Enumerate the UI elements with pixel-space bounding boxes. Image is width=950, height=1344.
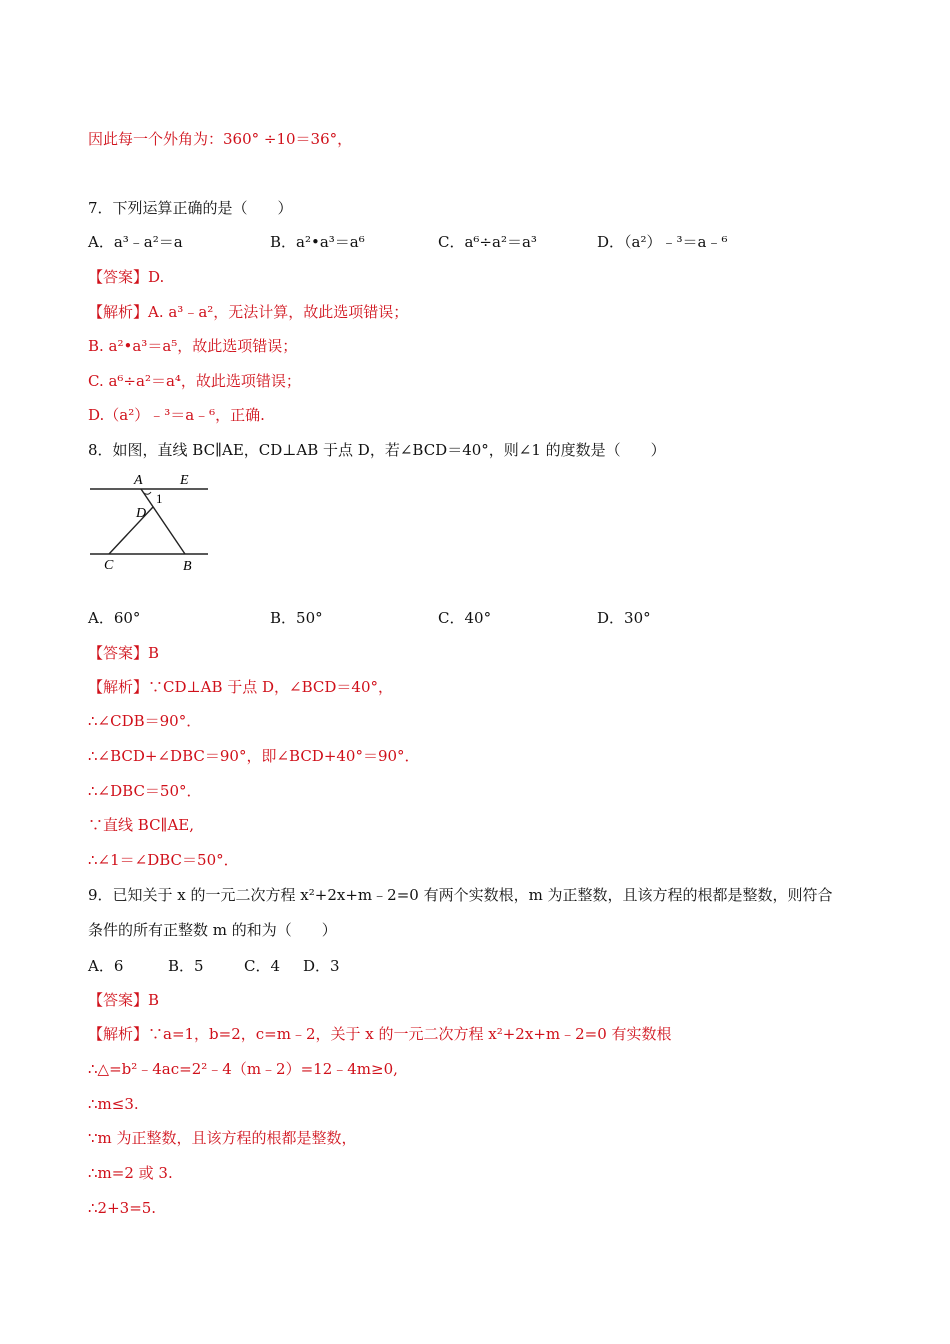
q8-option-d: D．30° [597,609,651,627]
geometry-figure [88,470,218,578]
q8-option-c: C．40° [438,609,492,627]
q7-option-c: C．a⁶÷a²＝a³ [438,233,537,251]
q8-explanation-5: ∵直线 BC∥AE, [88,816,195,834]
q8-explanation-4: ∴∠DBC＝50°． [88,782,202,800]
q9-explanation-5: ∴m=2 或 3. [88,1164,173,1182]
q7-answer: 【答案】D. [88,268,165,286]
question-9-stem-line-2: 条件的所有正整数 m 的和为（ ） [88,921,337,939]
q9-option-d: D．3 [303,957,340,975]
question-8-stem: 8．如图，直线 BC∥AE，CD⊥AB 于点 D，若∠BCD＝40°，则∠1 的度数是（ ） [88,441,666,459]
q9-explanation-3: ∴m≤3. [88,1095,139,1113]
q9-explanation-2: ∴△=b²﹣4ac=2²﹣4（m﹣2）=12﹣4m≥0, [88,1060,398,1078]
q9-option-c: C．4 [244,957,281,975]
previous-solution-line: 因此每一个外角为：360° ÷10＝36°， [88,130,353,148]
q9-answer: 【答案】B [88,991,160,1009]
q7-explanation-3: C. a⁶÷a²＝a⁴，故此选项错误； [88,372,301,390]
q8-option-b: B．50° [270,609,323,627]
segment-cd [109,507,153,554]
segment-ab [141,489,185,554]
q8-option-a: A．60° [88,609,141,627]
q8-explanation-3: ∴∠BCD+∠DBC＝90°，即∠BCD+40°＝90°． [88,747,420,765]
q7-explanation-4: D.（a²）﹣³＝a﹣⁶，正确. [88,406,265,424]
q9-explanation-4: ∵m 为正整数，且该方程的根都是整数， [88,1129,357,1147]
question-7-stem: 7．下列运算正确的是（ ） [88,199,293,217]
q9-explanation-6: ∴2+3=5. [88,1199,157,1217]
q8-explanation-1: 【解析】∵CD⊥AB 于点 D，∠BCD＝40°， [88,678,393,696]
q7-explanation-2: B. a²•a³＝a⁵，故此选项错误； [88,337,298,355]
q7-option-a: A．a³﹣a²＝a [88,233,183,251]
label-c: C [104,558,114,573]
q7-option-d: D．（a²）﹣³＝a﹣⁶ [597,233,728,251]
q8-explanation-6: ∴∠1＝∠DBC＝50°． [88,851,239,869]
question-9-stem-line-1: 9．已知关于 x 的一元二次方程 x²+2x+m﹣2=0 有两个实数根，m 为正整数，且该方程的根都是整数，则符合 [88,886,833,904]
q9-option-b: B．5 [168,957,204,975]
label-e: E [180,473,189,488]
label-b: B [183,559,192,574]
q9-explanation-1: 【解析】∵a=1，b=2，c=m﹣2，关于 x 的一元二次方程 x²+2x+m﹣2=0 有实数根 [88,1025,672,1043]
q8-answer: 【答案】B [88,644,160,662]
q9-option-a: A．6 [88,957,124,975]
q7-option-b: B．a²•a³＝a⁶ [270,233,365,251]
q7-explanation-1: 【解析】A. a³﹣a²，无法计算，故此选项错误； [88,303,409,321]
angle-1-arc [144,492,151,494]
label-a: A [134,473,143,488]
label-angle-1: 1 [156,491,163,506]
q8-explanation-2: ∴∠CDB＝90°． [88,712,202,730]
label-d: D [136,506,147,521]
